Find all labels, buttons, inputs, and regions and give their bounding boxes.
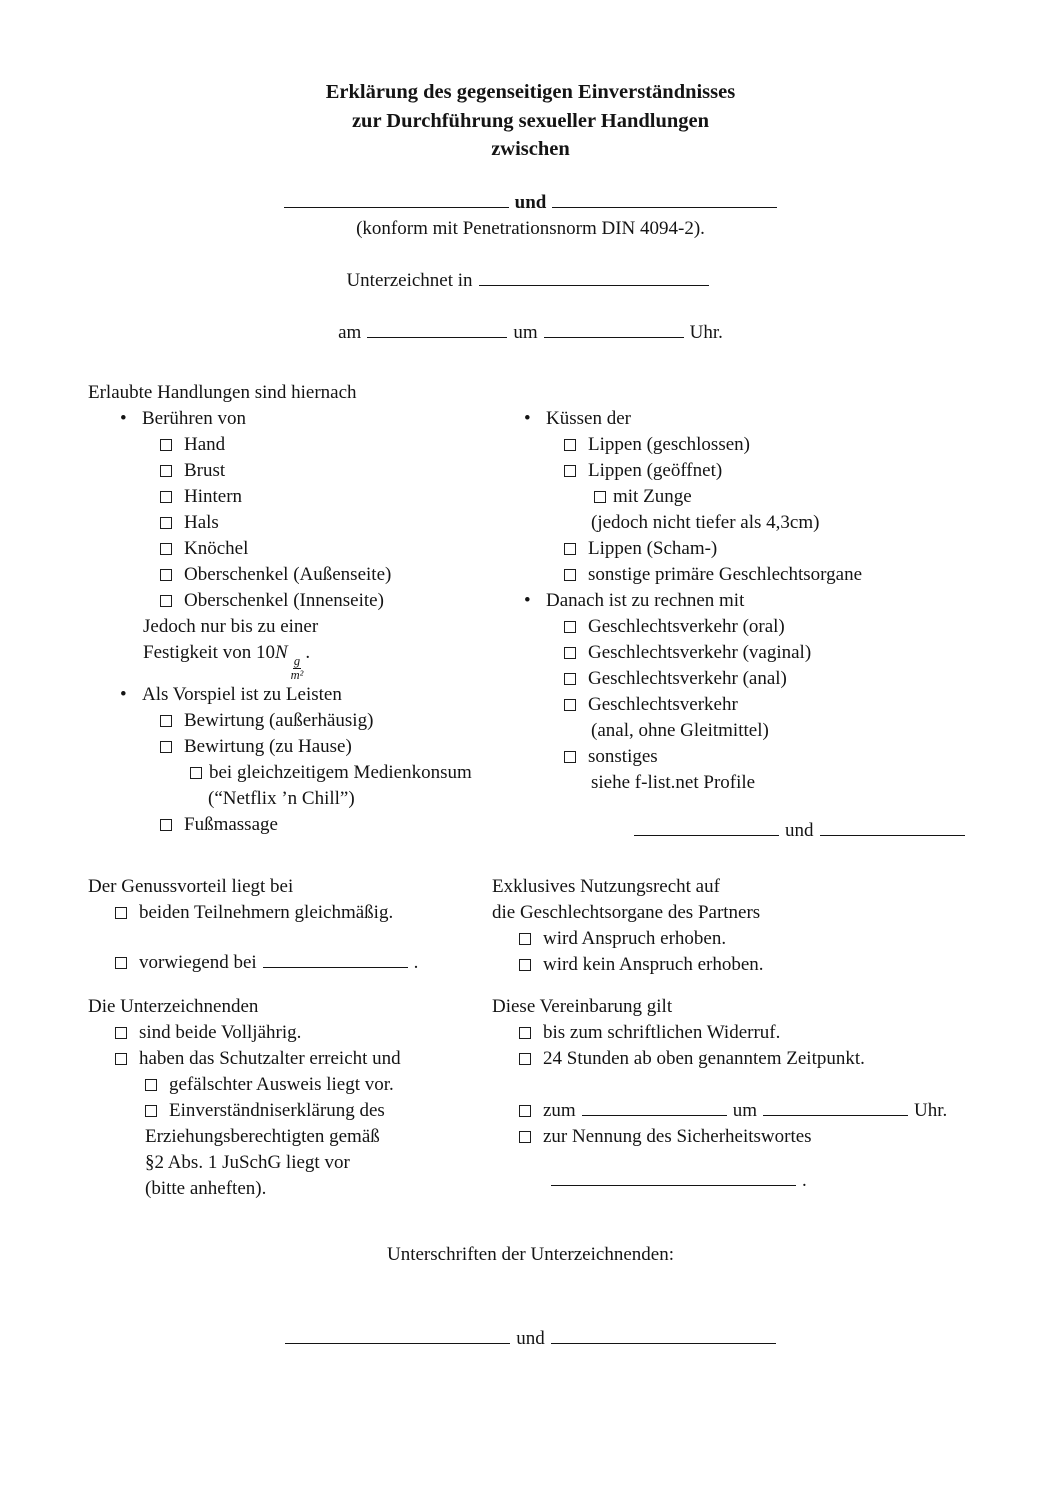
note-line-gleitmittel: (anal, ohne Gleitmittel) <box>591 719 769 741</box>
checkbox-item-label: Knöchel <box>184 537 249 559</box>
checkbox-item-claimed <box>492 926 973 952</box>
safeword-blank-row <box>492 1168 973 1194</box>
note-line-consent-2: Erziehungsberechtigten gemäß <box>145 1125 380 1147</box>
checkbox-item-lippen-scham <box>492 536 973 562</box>
permitted-left-column <box>88 380 492 838</box>
note-line-consent-4: (bitte anheften). <box>145 1177 267 1199</box>
bullet-item-kuessen <box>492 406 973 432</box>
checkbox-item-label: Oberschenkel (Außenseite) <box>184 563 392 585</box>
signers-validity-section <box>88 994 973 1202</box>
checkbox-icon <box>564 569 576 581</box>
additional-partners-line <box>492 818 973 844</box>
parties-und-label: und <box>514 191 547 213</box>
checkbox-icon <box>160 517 172 529</box>
checkbox-item-label: bei gleichzeitigem Medienkonsum <box>209 761 472 783</box>
checkbox-item-label: Geschlechtsverkehr (vaginal) <box>588 641 812 663</box>
checkbox-item-hand <box>88 432 492 458</box>
document-header <box>88 78 973 346</box>
checkbox-item-label: Hintern <box>184 485 243 507</box>
until-zum-label: zum <box>543 1099 576 1121</box>
checkbox-icon <box>160 595 172 607</box>
bullet-item-danach <box>492 588 973 614</box>
note-line-festigkeit <box>88 640 492 682</box>
checkbox-item-medienkonsum <box>88 760 492 786</box>
checkbox-item-label: Geschlechtsverkehr (anal) <box>588 667 787 689</box>
checkbox-icon <box>160 543 172 555</box>
checkbox-icon <box>564 699 576 711</box>
note-line-netflix: (“Netflix ’n Chill”) <box>208 787 355 809</box>
checkbox-item-until-datetime <box>492 1098 973 1124</box>
checkbox-icon <box>115 1053 127 1065</box>
checkbox-item-gv-vaginal <box>492 640 973 666</box>
safeword-blank-line <box>551 1172 796 1186</box>
checkbox-item-brust <box>88 458 492 484</box>
checkbox-icon <box>564 543 576 555</box>
additional-blank-line-2 <box>820 822 965 836</box>
um-label: um <box>513 321 538 343</box>
checkbox-icon <box>160 465 172 477</box>
checkbox-item-sonstiges <box>492 744 973 770</box>
note-line-jedoch: Jedoch nur bis zu einer <box>143 615 319 637</box>
checkbox-item-revocation <box>492 1020 973 1046</box>
checkbox-item-label: Brust <box>184 459 226 481</box>
until-uhr-label: Uhr. <box>914 1099 948 1121</box>
bullet-icon <box>524 406 546 432</box>
permitted-actions-section <box>88 380 973 844</box>
firmness-period: . <box>305 641 311 663</box>
date-blank-line <box>367 324 507 338</box>
checkbox-icon <box>564 751 576 763</box>
signature-2-blank-line <box>551 1330 776 1344</box>
additional-und-label: und <box>785 819 814 841</box>
advantage-heading: Der Genussvorteil liegt bei <box>88 875 294 897</box>
checkbox-item-hintern <box>88 484 492 510</box>
party-2-blank-line <box>552 194 777 208</box>
bullet-item-label: Danach ist zu rechnen mit <box>546 589 745 611</box>
additional-blank-line-1 <box>634 822 779 836</box>
checkbox-icon <box>519 1105 531 1117</box>
signers-heading: Die Unterzeichnenden <box>88 995 259 1017</box>
checkbox-item-parental-consent <box>88 1098 492 1124</box>
checkbox-item-label: Bewirtung (außerhäusig) <box>184 709 374 731</box>
checkbox-item-label: Einverständniserklärung des <box>169 1099 385 1121</box>
checkbox-icon <box>594 491 606 503</box>
checkbox-item-label: Geschlechtsverkehr <box>588 693 738 715</box>
checkbox-item-sonstige-organe <box>492 562 973 588</box>
note-line-tiefe: (jedoch nicht tiefer als 4,3cm) <box>591 511 820 533</box>
checkbox-item-adult <box>88 1020 492 1046</box>
party-1-blank-line <box>284 194 509 208</box>
bullet-item-label: Als Vorspiel ist zu Leisten <box>142 683 342 705</box>
exclusivity-heading-line-2: die Geschlechtsorgane des Partners <box>492 901 761 923</box>
checkbox-icon <box>519 1027 531 1039</box>
signed-in-label: Unterzeichnet in <box>346 269 473 291</box>
exclusivity-heading-line-1: Exklusives Nutzungsrecht auf <box>492 875 720 897</box>
checkbox-item-label: Hand <box>184 433 226 455</box>
checkbox-item-label: Lippen (geschlossen) <box>588 433 750 455</box>
bullet-item-vorspiel <box>88 682 492 708</box>
bullet-icon <box>524 588 546 614</box>
checkbox-item-oberschenkel-aussen <box>88 562 492 588</box>
document-title-line-2: zur Durchführung sexueller Handlungen <box>351 109 710 132</box>
checkbox-item-mit-zunge <box>492 484 973 510</box>
checkbox-icon <box>160 491 172 503</box>
checkbox-icon <box>160 715 172 727</box>
checkbox-item-bewirtung-zuhause <box>88 734 492 760</box>
until-um-label: um <box>732 1099 757 1121</box>
checkbox-item-label: haben das Schutzalter erreicht und <box>139 1047 401 1069</box>
checkbox-icon <box>564 647 576 659</box>
signatures-und-label: und <box>516 1327 545 1349</box>
checkbox-item-label: sonstiges <box>588 745 658 767</box>
checkbox-item-label: 24 Stunden ab oben genanntem Zeitpunkt. <box>543 1047 865 1069</box>
fraction-denominator: m² <box>290 667 304 682</box>
checkbox-item-gv <box>492 692 973 718</box>
fraction-g-per-m2 <box>291 655 304 682</box>
checkbox-item-label: wird Anspruch erhoben. <box>543 927 727 949</box>
checkbox-item-label: Bewirtung (zu Hause) <box>184 735 352 757</box>
checkbox-item-safeword <box>492 1124 973 1150</box>
datetime-line <box>88 320 973 346</box>
signed-in-line <box>88 268 973 294</box>
safeword-period: . <box>802 1169 807 1191</box>
checkbox-item-lippen-geoeffnet <box>492 458 973 484</box>
checkbox-icon <box>160 819 172 831</box>
document-title-line-1: Erklärung des gegenseitigen Einverständnisses <box>325 81 736 103</box>
validity-section <box>492 994 973 1194</box>
checkbox-item-label: Geschlechtsverkehr (oral) <box>588 615 785 637</box>
checkbox-item-gv-oral <box>492 614 973 640</box>
checkbox-icon <box>564 621 576 633</box>
checkbox-item-label: Fußmassage <box>184 813 278 835</box>
checkbox-item-label: zur Nennung des Sicherheitswortes <box>543 1125 812 1147</box>
checkbox-item-hals <box>88 510 492 536</box>
note-line-flist: siehe f-list.net Profile <box>591 771 756 793</box>
bullet-item-beruehren <box>88 406 492 432</box>
bullet-icon <box>120 406 142 432</box>
checkbox-icon <box>115 1027 127 1039</box>
checkbox-icon <box>564 465 576 477</box>
checkbox-item-knoechel <box>88 536 492 562</box>
checkbox-icon <box>564 673 576 685</box>
checkbox-item-label: bis zum schriftlichen Widerruf. <box>543 1021 781 1043</box>
checkbox-icon <box>519 933 531 945</box>
checkbox-icon <box>190 767 202 779</box>
until-time-blank-line <box>763 1102 908 1116</box>
signature-1-blank-line <box>285 1330 510 1344</box>
signatures-line <box>88 1326 973 1352</box>
checkbox-item-label: gefälschter Ausweis liegt vor. <box>169 1073 394 1095</box>
conform-line: (konform mit Penetrationsnorm DIN 4094-2). <box>356 217 705 239</box>
checkbox-icon <box>145 1079 157 1091</box>
am-label: am <box>338 321 362 343</box>
place-blank-line <box>479 272 709 286</box>
checkbox-item-label: Hals <box>184 511 219 533</box>
until-date-blank-line <box>582 1102 727 1116</box>
checkbox-item-lippen-geschlossen <box>492 432 973 458</box>
permitted-right-column <box>492 380 973 844</box>
bullet-item-label: Küssen der <box>546 407 631 429</box>
checkbox-item-mainly <box>88 950 492 976</box>
checkbox-item-label: wird kein Anspruch erhoben. <box>543 953 764 975</box>
note-line-consent-3: §2 Abs. 1 JuSchG liegt vor <box>145 1151 350 1173</box>
checkbox-icon <box>519 959 531 971</box>
fraction-numerator: g <box>293 653 301 668</box>
checkbox-item-label: Lippen (Scham-) <box>588 537 718 559</box>
checkbox-item-not-claimed <box>492 952 973 978</box>
checkbox-item-label: Oberschenkel (Innenseite) <box>184 589 384 611</box>
checkbox-item-label: sonstige primäre Geschlechtsorgane <box>588 563 863 585</box>
checkbox-icon <box>160 439 172 451</box>
checkbox-icon <box>115 907 127 919</box>
permitted-heading: Erlaubte Handlungen sind hiernach <box>88 381 357 403</box>
checkbox-item-bewirtung-ausser <box>88 708 492 734</box>
checkbox-icon <box>519 1053 531 1065</box>
parties-line <box>88 190 973 216</box>
bullet-icon <box>120 682 142 708</box>
checkbox-item-label: beiden Teilnehmern gleichmäßig. <box>139 901 394 923</box>
checkbox-icon <box>160 569 172 581</box>
exclusivity-section <box>492 874 973 978</box>
document-title-line-3: zwischen <box>491 138 570 160</box>
checkbox-item-24h <box>492 1046 973 1072</box>
time-blank-line <box>544 324 684 338</box>
uhr-label: Uhr. <box>689 321 723 343</box>
checkbox-item-label: vorwiegend bei <box>139 951 257 973</box>
checkbox-icon <box>519 1131 531 1143</box>
checkbox-item-fussmassage <box>88 812 492 838</box>
signatures-section <box>88 1242 973 1352</box>
validity-heading: Diese Vereinbarung gilt <box>492 995 673 1017</box>
checkbox-icon <box>160 741 172 753</box>
checkbox-item-age-of-consent <box>88 1046 492 1072</box>
firmness-prefix: Festigkeit von 10 <box>143 641 275 663</box>
advantage-section <box>88 874 492 976</box>
checkbox-icon <box>145 1105 157 1117</box>
checkbox-item-gv-anal <box>492 666 973 692</box>
mainly-blank-line <box>263 954 408 968</box>
checkbox-item-label: mit Zunge <box>613 485 692 507</box>
checkbox-icon <box>115 957 127 969</box>
checkbox-item-fake-id <box>88 1072 492 1098</box>
checkbox-item-oberschenkel-innen <box>88 588 492 614</box>
checkbox-item-label: sind beide Volljährig. <box>139 1021 302 1043</box>
checkbox-icon <box>564 439 576 451</box>
advantage-exclusivity-section <box>88 874 973 978</box>
checkbox-item-equal <box>88 900 492 926</box>
checkbox-item-label: Lippen (geöffnet) <box>588 459 723 481</box>
bullet-item-label: Berühren von <box>142 407 246 429</box>
math-variable-n: N <box>274 641 288 663</box>
mainly-period: . <box>413 951 419 973</box>
signers-section <box>88 994 492 1202</box>
signatures-heading: Unterschriften der Unterzeichnenden: <box>387 1243 674 1265</box>
